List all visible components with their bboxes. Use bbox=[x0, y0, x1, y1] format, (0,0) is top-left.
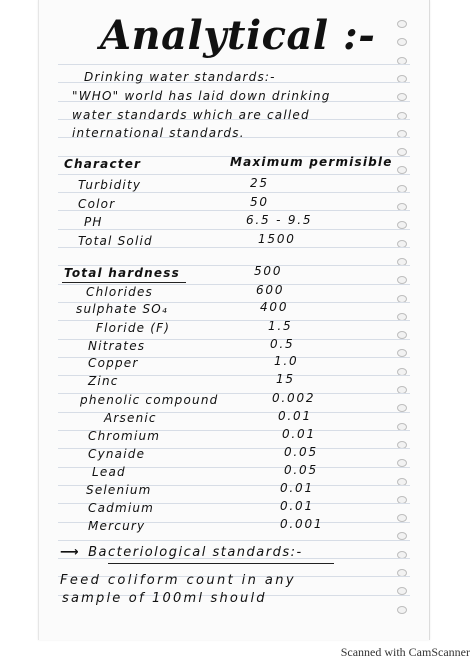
list-item-character: Cadmium bbox=[88, 501, 155, 515]
table-header-max: Maximum permisible bbox=[230, 155, 393, 169]
spiral-hole bbox=[397, 93, 407, 101]
scanner-watermark: Scanned with CamScanner bbox=[340, 645, 470, 659]
intro-heading: Drinking water standards:- bbox=[84, 70, 276, 84]
list-item-character: Chlorides bbox=[86, 285, 153, 299]
spiral-hole bbox=[397, 349, 407, 357]
list-item-value: 0.01 bbox=[278, 409, 312, 423]
list-item-character: Total hardness bbox=[64, 266, 180, 280]
list-item-character: Copper bbox=[88, 356, 139, 370]
ruled-line bbox=[58, 192, 410, 193]
list-item-character: Arsenic bbox=[104, 411, 157, 425]
intro-line-2: water standards which are called bbox=[72, 108, 310, 122]
spiral-hole bbox=[397, 331, 407, 339]
list-item-value: 500 bbox=[254, 264, 283, 278]
list-item-value: 0.05 bbox=[284, 463, 318, 477]
ruled-line bbox=[58, 229, 410, 230]
ruled-line bbox=[58, 540, 410, 541]
table-row-value: 25 bbox=[250, 176, 269, 190]
spiral-hole bbox=[397, 514, 407, 522]
list-item-value: 0.05 bbox=[284, 445, 318, 459]
page-title: Analytical :- bbox=[100, 12, 376, 59]
list-item-value: 400 bbox=[260, 300, 289, 314]
spiral-hole bbox=[397, 606, 407, 614]
list-item-value: 600 bbox=[256, 283, 285, 297]
list-item-character: Selenium bbox=[86, 483, 152, 497]
list-item-value: 0.001 bbox=[280, 517, 324, 531]
arrow-right-icon: ⟶ bbox=[60, 545, 81, 560]
list-item-character: Chromium bbox=[88, 429, 161, 443]
list-item-character: sulphate SO₄ bbox=[76, 302, 168, 316]
spiral-hole bbox=[397, 148, 407, 156]
intro-line-3: international standards. bbox=[72, 126, 245, 140]
bacteriological-line-1: Feed coliform count in any bbox=[60, 573, 296, 588]
table-row-character: Turbidity bbox=[78, 178, 142, 192]
list-item-value: 0.01 bbox=[280, 481, 314, 495]
table-row-value: 1500 bbox=[258, 232, 296, 246]
intro-line-1: "WHO" world has laid down drinking bbox=[72, 89, 331, 103]
table-row-character: Color bbox=[78, 197, 116, 211]
bacteriological-underline bbox=[108, 563, 334, 564]
list-item-character: Lead bbox=[92, 465, 126, 479]
bacteriological-heading bbox=[60, 545, 303, 560]
spiral-hole bbox=[397, 276, 407, 284]
spiral-holes bbox=[397, 20, 407, 635]
table-row-value: 6.5 - 9.5 bbox=[246, 213, 313, 227]
list-item-character: phenolic compound bbox=[80, 393, 219, 407]
bacteriological-line-2: sample of 100ml should bbox=[62, 591, 267, 606]
table-row-character: Total Solid bbox=[78, 234, 153, 248]
list-item-character: Zinc bbox=[88, 374, 119, 388]
list-item-value: 0.002 bbox=[272, 391, 316, 405]
list-item-character: Floride (F) bbox=[96, 321, 171, 335]
spiral-hole bbox=[397, 459, 407, 467]
ruled-line bbox=[58, 64, 410, 65]
list-item-character: Cynaide bbox=[88, 447, 146, 461]
list-item-value: 1.0 bbox=[274, 354, 299, 368]
spiral-hole bbox=[397, 221, 407, 229]
list-item-value: 15 bbox=[276, 372, 295, 386]
list-item-value: 1.5 bbox=[268, 319, 293, 333]
list-item-value: 0.5 bbox=[270, 337, 295, 351]
total-hardness-underline bbox=[62, 282, 186, 283]
spiral-hole bbox=[397, 166, 407, 174]
list-item-character: Mercury bbox=[88, 519, 146, 533]
spiral-hole bbox=[397, 404, 407, 412]
list-item-value: 0.01 bbox=[282, 427, 316, 441]
table-header-character: Character bbox=[64, 157, 142, 171]
spiral-hole bbox=[397, 38, 407, 46]
list-item-value: 0.01 bbox=[280, 499, 314, 513]
table-row-value: 50 bbox=[250, 195, 269, 209]
spiral-hole bbox=[397, 20, 407, 28]
ruled-line bbox=[58, 174, 410, 175]
bacteriological-heading-text: Bacteriological standards:- bbox=[88, 545, 303, 560]
table-row-character: PH bbox=[84, 215, 103, 229]
spiral-hole bbox=[397, 532, 407, 540]
spiral-hole bbox=[397, 587, 407, 595]
list-item-character: Nitrates bbox=[88, 339, 146, 353]
